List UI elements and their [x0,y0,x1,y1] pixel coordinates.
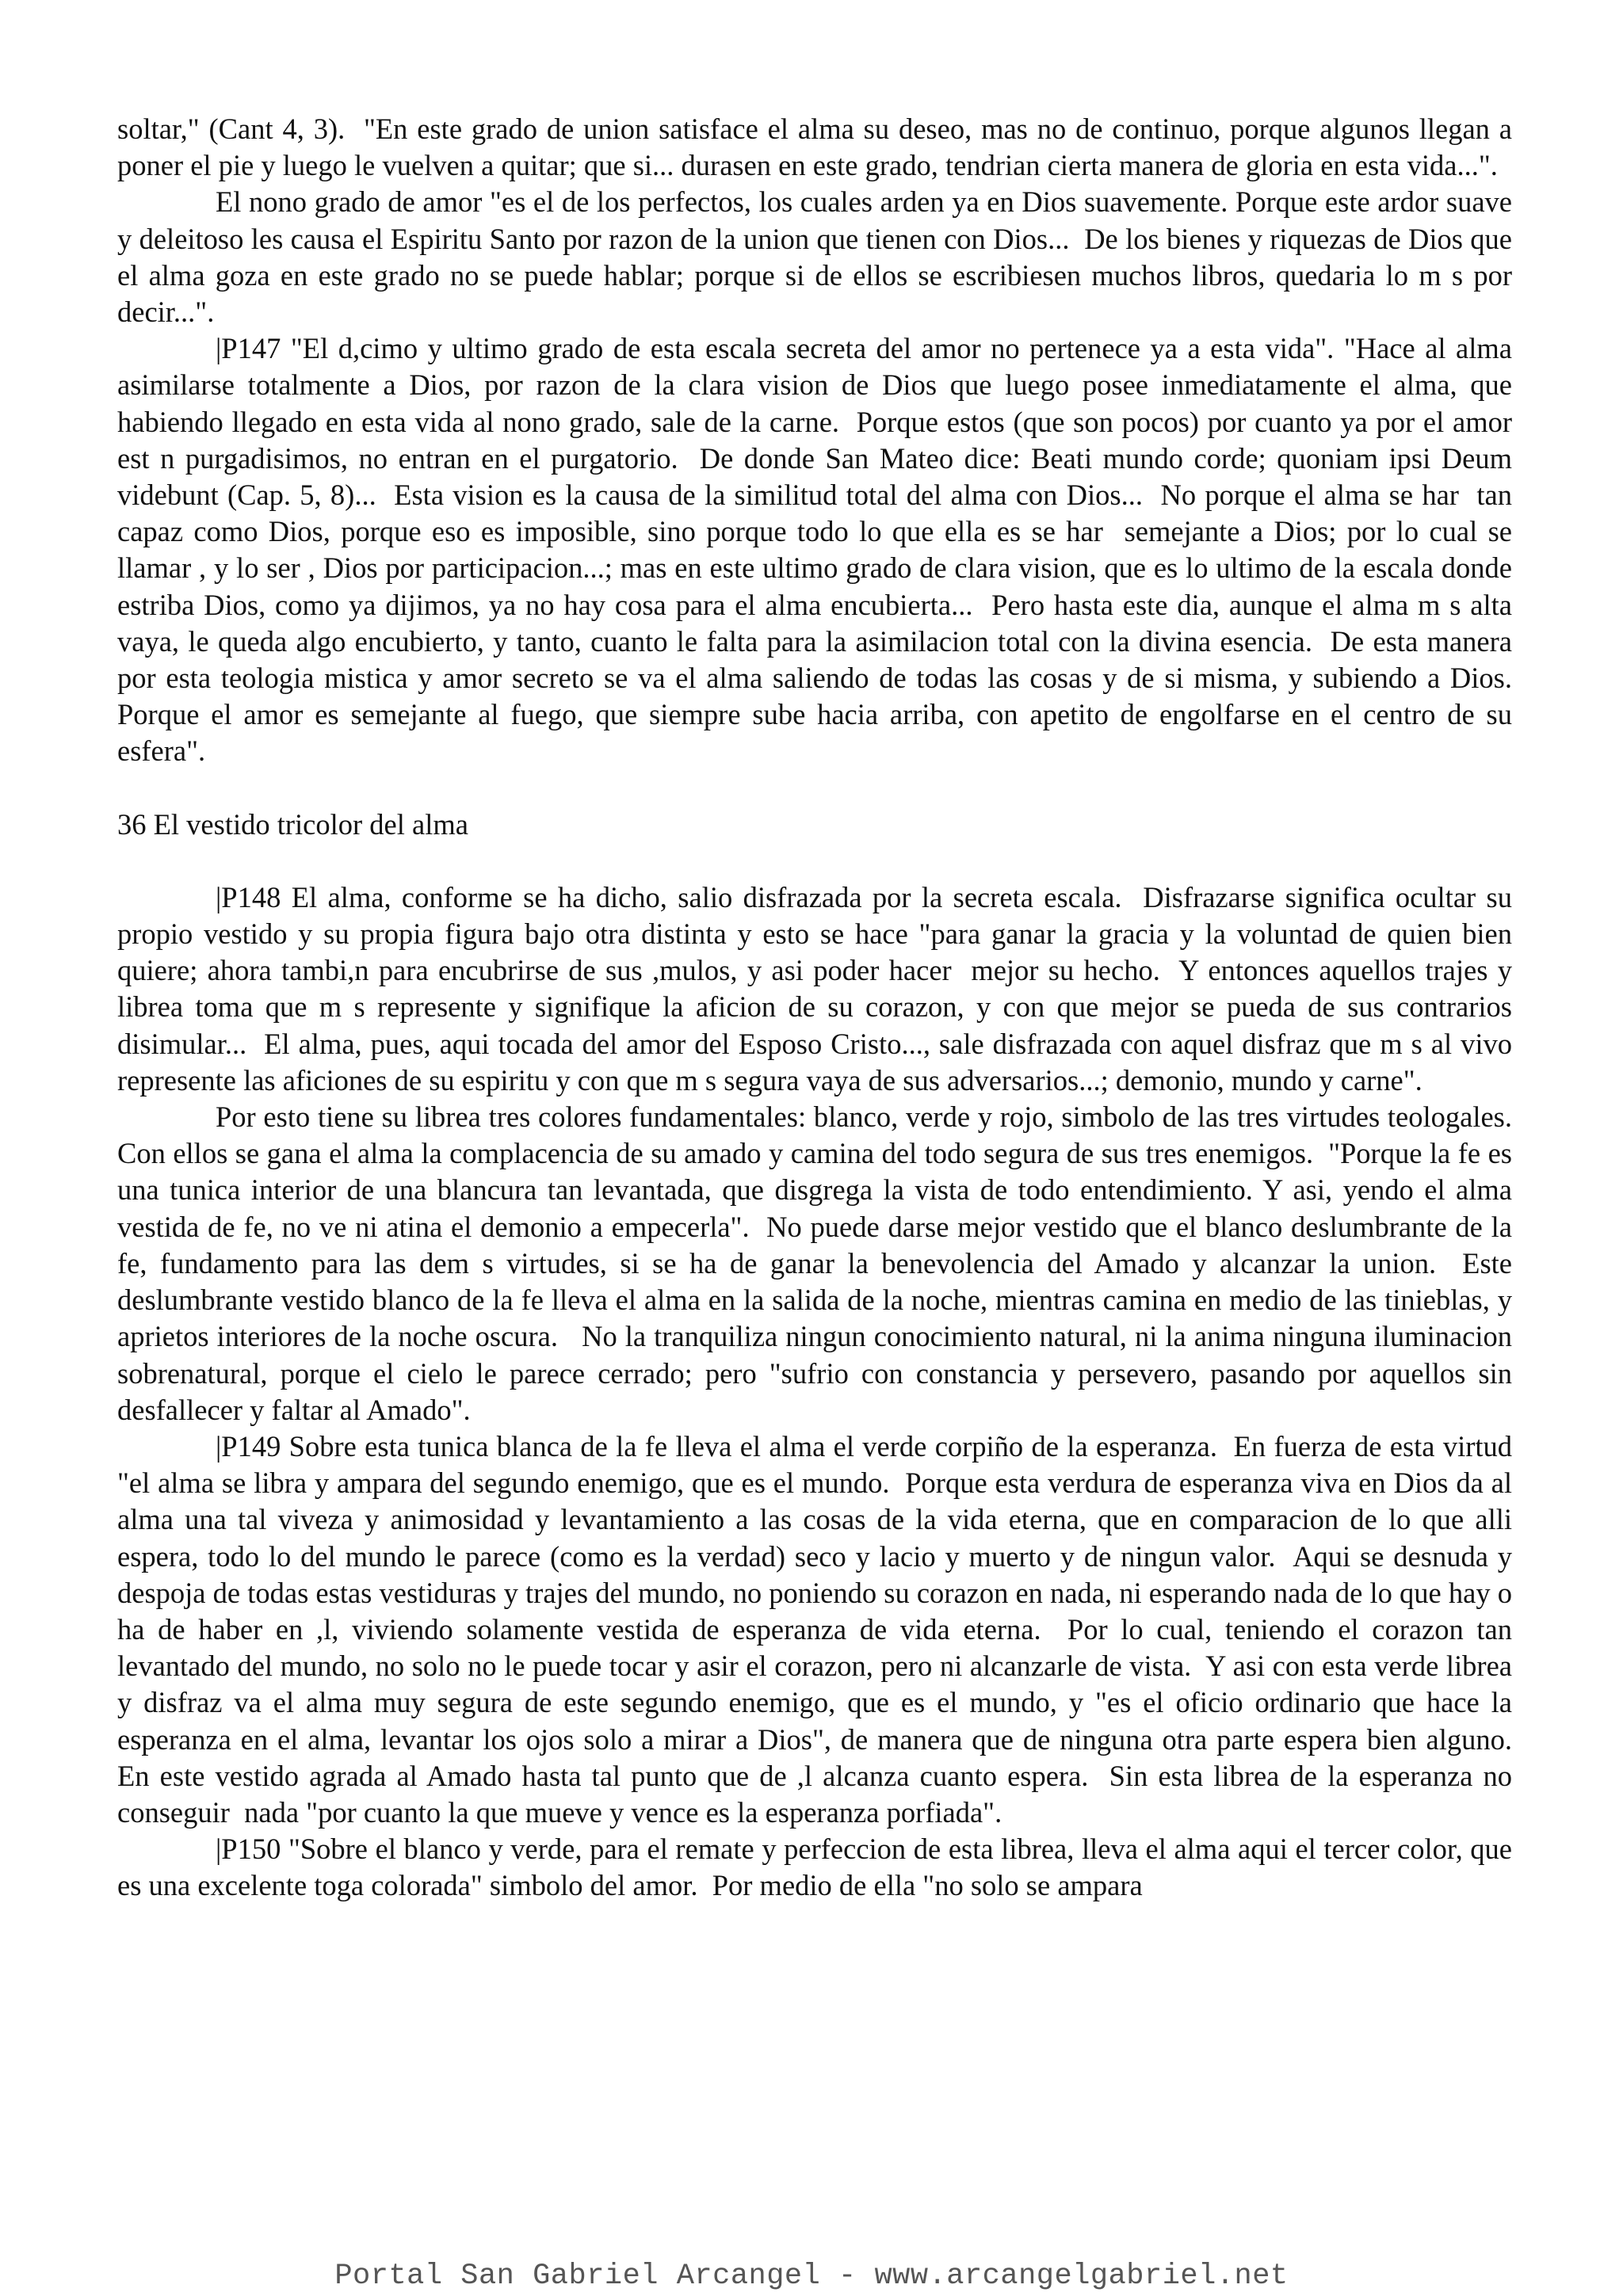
paragraph-soltar: soltar," (Cant 4, 3). "En este grado de union satisface el alma su deseo, mas no de continuo, porque algunos llegan a poner el pie y luego le vuelven a quitar; que si... durasen en este grado, tendrian cierta manera de gloria en esta vida...". [117,113,1520,182]
paragraph-p149: |P149 Sobre esta tunica blanca de la fe lleva el alma el verde corpiño de la esperanza. En fuerza de esta virtud "el alma se libra y ampara del segundo enemigo, que es el mundo. Porque esta verdura de esperanza viva en Dios da al alma una tal viveza y animosidad y levantamiento a las cosas de la vida eterna, que en comparacion de lo que alli espera, todo lo del mundo le parece (como es la verdad) seco y lacio y muerto y de ningun valor. Aqui se desnuda y despoja de todas estas vestiduras y trajes del mundo, no poniendo su corazon en nada, ni esperando nada de lo que hay o ha de haber en ,l, viviendo solamente vestida de esperanza de vida eterna. Por lo cual, teniendo el corazon tan levantado del mundo, no solo no le puede tocar y asir el corazon, pero ni alcanzarle de vista. Y asi con esta verde librea y disfraz va el alma muy segura de este segundo enemigo, que es el mundo, y "es el oficio ordinario que hace la esperanza en el alma, levantar los ojos solo a mirar a Dios", de manera que de ninguna otra parte espera bien alguno. En este vestido agrada al Amado hasta tal punto que de ,l alcanza cuanto espera. Sin esta librea de la esperanza no conseguir nada "por cuanto la que mueve y vence es la esperanza porfiada". [117,1429,1527,1829]
paragraph-p147: |P147 "El d,cimo y ultimo grado de esta escala secreta del amor no pertenece ya a esta vida". "Hace al alma asimilarse totalmente a Dios, por razon de la clara vision de Dios que luego posee inmediatamente el alma, que habiendo llegado en esta vida al nono grado, sale de la carne. Porque estos (que son pocos) por cuanto ya por el amor est n purgadisimos, no entran en el purgatorio. De donde San Mateo dice: Beati mundo corde; quoniam ipsi Deum videbunt (Cap. 5, 8)... Esta vision es la causa de la similitud total del alma con Dios... No porque el alma se har tan capaz como Dios, porque eso es imposible, sino porque todo lo que ella es se har semejante a Dios; por lo cual se llamar , y lo ser , Dios por participacion...; mas en este ultimo grado de clara vision, que es lo ultimo de la escala donde estriba Dios, como ya dijimos, ya no hay cosa para el alma encubierta... Pero hasta este dia, aunque el alma m s alta vaya, le queda algo encubierto, y tanto, cuanto le falta para la asimilacion total con la divina esencia. De esta manera por esta teologia mistica y amor secreto se va el alma saliendo de todas las cosas y de si misma, y subiendo a Dios. Porque el amor es semejante al fuego, que siempre sube hacia arriba, con apetito de engolfarse en el centro de su esfera". [117,332,1527,768]
section-heading: 36 El vestido tricolor del alma [117,807,468,841]
paragraph-p150: |P150 "Sobre el blanco y verde, para el remate y perfeccion de esta librea, lleva el alma aqui el tercer color, que es una excelente toga colorada" simbolo del amor. Por medio de ella "no solo se ampara [117,1833,1520,1902]
paragraph-p148: |P148 El alma, conforme se ha dicho, salio disfrazada por la secreta escala. Disfrazarse significa ocultar su propio vestido y su propia figura bajo otra distinta y esto se hace "para ganar la gracia y la voluntad de quien bien quiere; ahora tambi,n para encubrirse de sus ,mulos, y asi poder hacer mejor su hecho. Y entonces aquellos trajes y librea toma que m s represente y signifique la aficion de su corazon, y con que mejor se pueda de sus contrarios disimular... El alma, pues, aqui tocada del amor del Esposo Cristo..., sale disfrazada con aquel disfraz que m s al vivo represente las aficiones de su espiritu y con que m s segura vaya de sus adversarios...; demonio, mundo y carne". [117,880,1520,1097]
paragraph-nono-grado: El nono grado de amor "es el de los perfectos, los cuales arden ya en Dios suavemente. Porque este ardor suave y deleitoso les causa el Espiritu Santo por razon de la union que tienen con Dios... De los bienes y riquezas de Dios que el alma goza en este grado no se puede hablar; porque si de ellos se escribiesen muchos libros, quedaria lo m s por decir...". [117,185,1520,329]
paragraph-tres-colores: Por esto tiene su librea tres colores fundamentales: blanco, verde y rojo, simbolo de las tres virtudes teologales. Con ellos se gana el alma la complacencia de su amado y camina del todo segura de sus tres enemigos. "Porque la fe es una tunica interior de una blancura tan levantada, que disgrega la vista de todo entendimiento. Y asi, yendo el alma vestida de fe, no ve ni atina el demonio a empecerla". No puede darse mejor vestido que el blanco deslumbrante de la fe, fundamento para las dem s virtudes, si se ha de ganar la benevolencia del Amado y alcanzar la union. Este deslumbrante vestido blanco de la fe lleva el alma en la salida de la noche, mientras camina en medio de las tinieblas, y aprietos interiores de la noche oscura. No la tranquiliza ningun conocimiento natural, ni la anima ninguna iluminacion sobrenatural, porque el cielo le parece cerrado; pero "sufrio con constancia y persevero, pasando por aquellos sin desfallecer y faltar al Amado". [117,1100,1527,1426]
document-body [117,111,1527,1905]
page-footer: Portal San Gabriel Arcangel - www.arcangelgabriel.net [334,2260,1289,2293]
